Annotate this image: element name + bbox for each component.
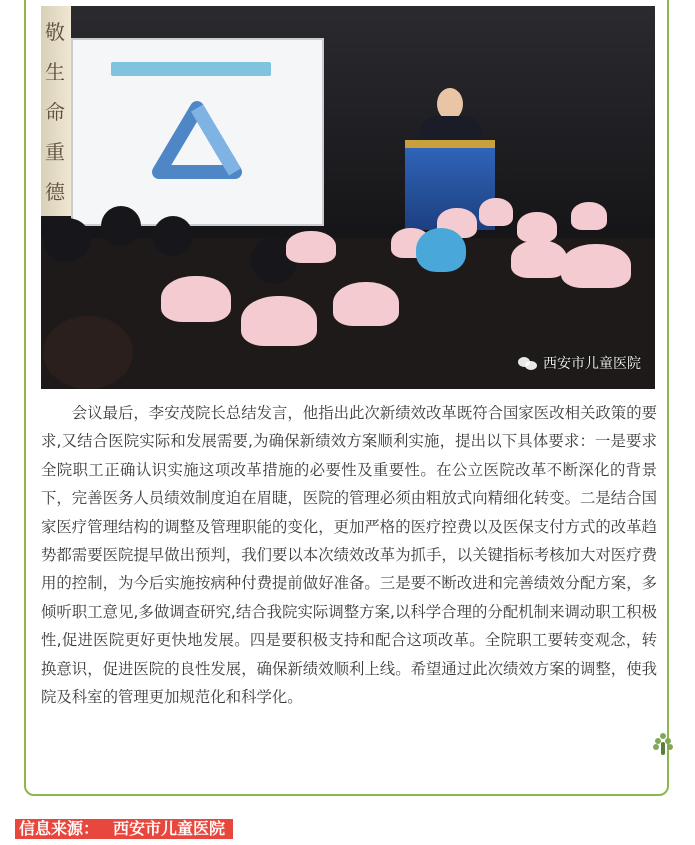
nurse-cap [161,276,231,322]
calligraphy-text [45,12,67,212]
audience-head [101,206,141,246]
slide-title-bar [111,62,271,76]
conference-photo [41,6,655,389]
nurse-cap [333,282,399,326]
source-label-box [15,819,233,839]
source-value: 西安市儿童医院 [113,819,226,838]
article-paragraph: 会议最后，李安茂院长总结发言，他指出此次新绩效改革既符合国家医改相关政策的要求,又结合医院实际和发展需要,为确保新绩效方案顺利实施，提出以下具体要求：一是要求全院职工正确认识实施这项改革措施的必要性及重要性。在公立医院改革不断深化的背景下，完善医务人员绩效制度迫在眉睫，医院的管理必须由粗放式向精细化转变。二是结合国家医疗管理结构的调整及管理职能的变化，更加严格的医疗控费以及医保支付方式的改革趋势都需要医院提早做出预判，我们要以本次绩效改革为抓手，以关键指标考核加大对医疗费用的控制，为今后实施按病种付费提前做好准备。三是要不断改进和完善绩效分配方案，多倾听职工意见,多做调查研究,结合我院实际调整方案,以科学合理的分配机制来调动职工积极性,促进医院更好更快地发展。四是要积极支持和配合这项改革。全院职工要转变观念，转换意识，促进医院的良性发展，确保新绩效顺利上线。希望通过此次绩效方案的调整，使我院及科室的管理更加规范化和科学化。 [41,404,657,707]
projection-screen [71,38,324,226]
leaf-sprig-icon [653,733,673,755]
calligraphy-char: 敬 [45,20,65,44]
audience-head [43,218,91,262]
nurse-cap [286,231,336,263]
nurse-cap [561,244,631,288]
nurse-cap [511,240,567,278]
audience-head [43,316,133,389]
calligraphy-char: 重 [45,140,65,164]
source-label: 信息来源： [19,819,100,838]
watermark-text: 西安市儿童医院 [543,356,641,372]
nurse-cap [571,202,607,230]
nurse-cap [241,296,317,346]
calligraphy-banner [41,6,71,216]
image-watermark [518,353,641,373]
recycle-triangle-icon [137,100,257,190]
nurse-cap [479,198,513,226]
audience-head [153,216,193,256]
calligraphy-char: 命 [45,100,65,124]
calligraphy-char: 德 [45,180,65,204]
wechat-icon [518,355,538,371]
calligraphy-char: 生 [45,60,65,84]
nurse-cap [517,212,557,242]
surgical-cap [416,228,466,272]
